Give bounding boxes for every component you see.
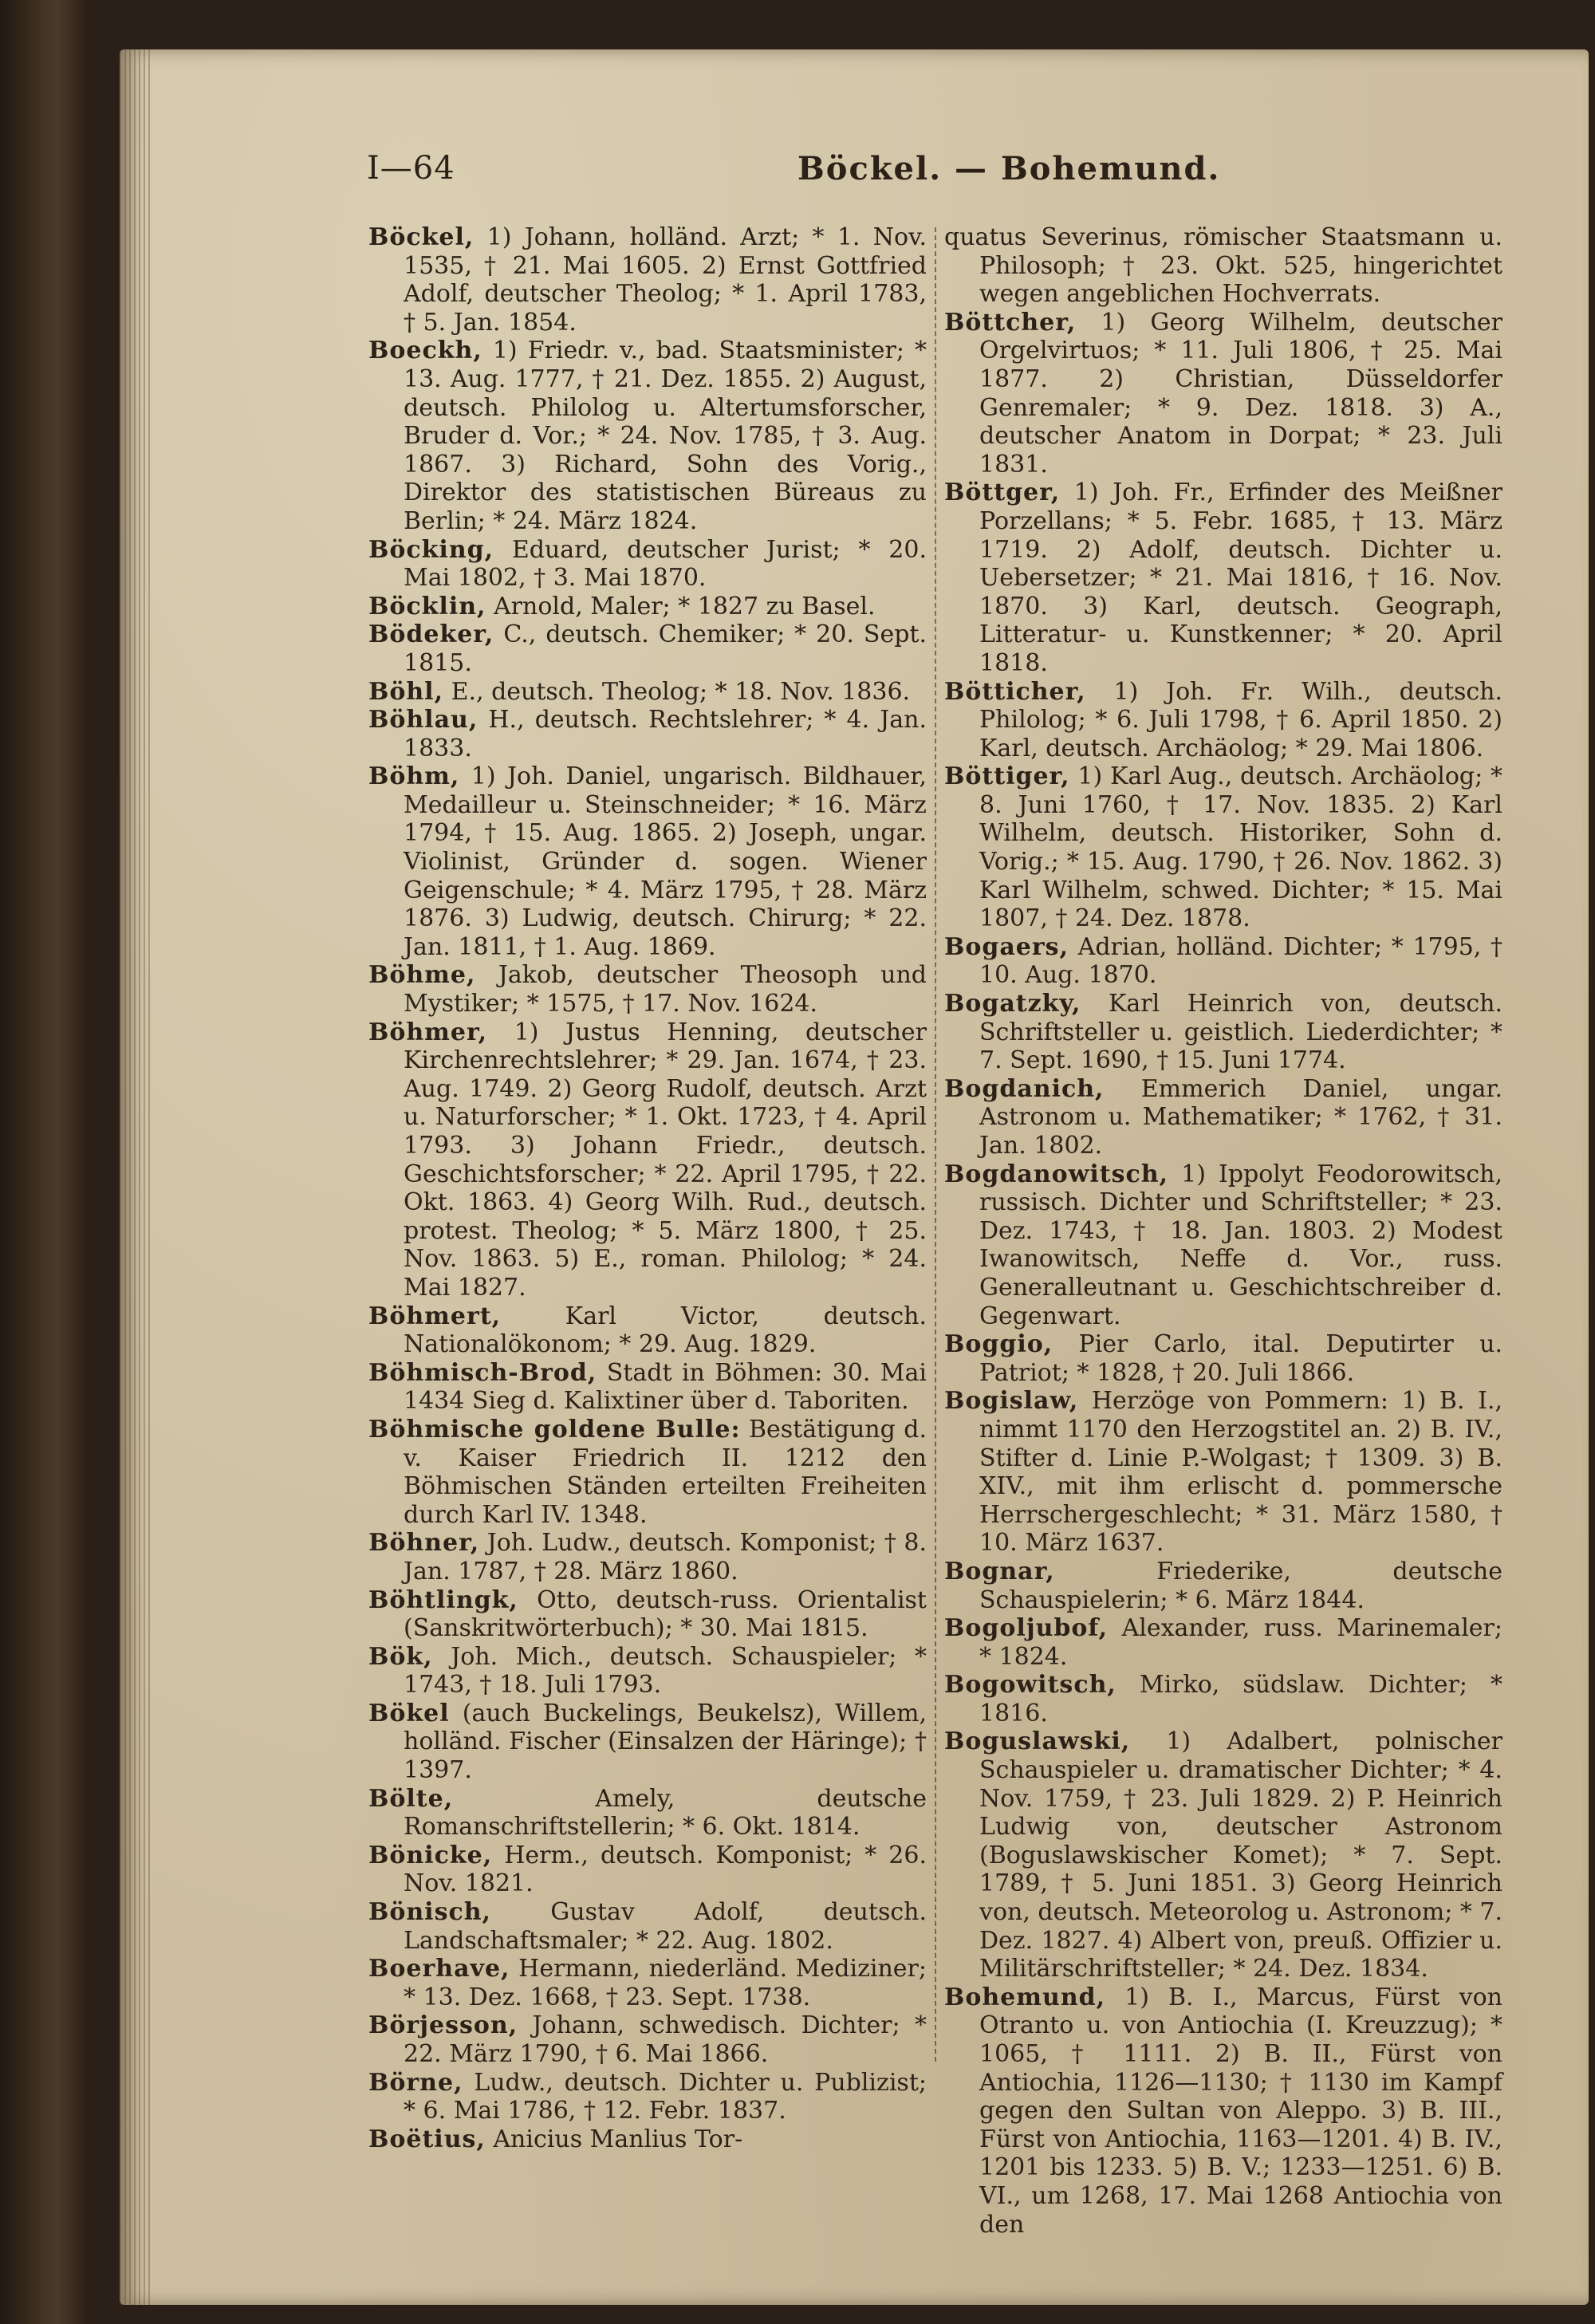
entry-headword: Böhm, <box>368 762 460 791</box>
right-column <box>944 223 1502 2239</box>
dictionary-entry <box>944 933 1502 990</box>
dictionary-entry <box>368 1700 927 1785</box>
entry-text: (auch Buckelings, Beukelsz), Willem, holländ. Fischer (Einsalzen der Häringe); † 1397. <box>404 1699 927 1785</box>
entry-text: H., deutsch. Rechtslehrer; * 4. Jan. 1833. <box>404 706 927 762</box>
entry-text: 1) Joh. Fr., Erfinder des Meißner Porzellans; * 5. Febr. 1685, † 13. März 1719. 2) Adolf, deutsch. Dichter u. Uebersetzer; * 21. Mai 1816, † 16. Nov. 1870. 3) Karl, deutsch. Geograph, Litteratur- u. Kunstkenner; * 20. April 1818. <box>979 479 1502 677</box>
entry-text: Ludw., deutsch. Dichter u. Publizist; * 6. Mai 1786, † 12. Febr. 1837. <box>404 2068 927 2125</box>
entry-text: Pier Carlo, ital. Deputirter u. Patriot; * 1828, † 20. Juli 1866. <box>979 1330 1502 1387</box>
dictionary-entry <box>368 1529 927 1585</box>
entry-headword: Böhl, <box>368 677 444 706</box>
entry-headword: Böcking, <box>368 535 494 564</box>
dictionary-entry <box>944 1075 1502 1160</box>
entry-headword: Böttiger, <box>944 762 1070 791</box>
entry-headword: Bödeker, <box>368 620 494 649</box>
dictionary-entry <box>368 706 927 762</box>
dictionary-entry <box>944 1160 1502 1331</box>
column-divider <box>935 227 936 2062</box>
dictionary-entry <box>368 1586 927 1643</box>
dictionary-entry <box>368 1643 927 1700</box>
entry-text: 1) Ippolyt Feodorowitsch, russisch. Dichter und Schriftsteller; * 23. Dez. 1743, † 18. Jan. 1803. 2) Modest Iwanowitsch, Neffe d. Vor., russ. Generalleutnant u. Geschichtschreiber d. Gegenwart. <box>979 1160 1502 1330</box>
dictionary-entry <box>368 961 927 1018</box>
dictionary-entry <box>944 1330 1502 1387</box>
entry-text: Stadt in Böhmen: 30. Mai 1434 Sieg d. Kalixtiner über d. Taboriten. <box>404 1358 927 1416</box>
dictionary-entry <box>944 678 1502 763</box>
entry-headword: Börjesson, <box>368 2011 518 2040</box>
entry-text: C., deutsch. Chemiker; * 20. Sept. 1815. <box>404 620 927 677</box>
dictionary-entry <box>368 337 927 535</box>
entry-headword: Bötticher, <box>944 677 1086 706</box>
dictionary-entry <box>368 2011 927 2068</box>
dictionary-entry <box>368 762 927 961</box>
entry-text: Karl Heinrich von, deutsch. Schriftsteller u. geistlich. Liederdichter; * 7. Sept. 1690, † 15. Juni 1774. <box>979 990 1502 1075</box>
entry-headword: Bökel <box>368 1699 450 1727</box>
entry-headword: Bogdanich, <box>944 1074 1105 1103</box>
dictionary-entry <box>368 2125 927 2154</box>
entry-headword: Böhmische goldene Bulle: <box>368 1415 741 1444</box>
dictionary-entry <box>944 479 1502 677</box>
entry-text: Adrian, holländ. Dichter; * 1795, † 10. Aug. 1870. <box>979 932 1502 990</box>
entry-text: quatus Severinus, römischer Staatsmann u. Philosoph; † 23. Okt. 525, hingerichtet wegen angeblichen Hochverrats. <box>944 223 1502 309</box>
entry-text: E., deutsch. Theolog; * 18. Nov. 1836. <box>443 677 911 706</box>
entry-text: Karl Victor, deutsch. Nationalökonom; * 29. Aug. 1829. <box>404 1302 927 1359</box>
entry-headword: Böhner, <box>368 1529 480 1558</box>
entry-headword: Bönicke, <box>368 1841 493 1869</box>
page-number: I—64 <box>367 150 455 187</box>
entry-text: Herm., deutsch. Komponist; * 26. Nov. 1821. <box>404 1841 927 1898</box>
entry-text: Joh. Ludw., deutsch. Komponist; † 8. Jan. 1787, † 28. März 1860. <box>404 1529 927 1585</box>
dictionary-entry <box>368 1955 927 2011</box>
entry-text: Arnold, Maler; * 1827 zu Basel. <box>486 592 876 620</box>
entry-headword: Boeckh, <box>368 337 482 365</box>
page-header <box>367 150 1499 198</box>
entry-headword: Böhlau, <box>368 706 478 735</box>
dictionary-entry <box>944 223 1502 309</box>
entry-headword: Böhme, <box>368 961 476 990</box>
entry-text: Mirko, südslaw. Dichter; * 1816. <box>979 1671 1502 1727</box>
entry-headword: Böhmer, <box>368 1018 488 1046</box>
entry-headword: Boguslawski, <box>944 1727 1131 1756</box>
dictionary-entry <box>368 678 927 707</box>
entry-headword: Bognar, <box>944 1557 1055 1585</box>
entry-text: Friederike, deutsche Schauspielerin; * 6. März 1844. <box>979 1557 1502 1614</box>
dictionary-entry <box>368 620 927 677</box>
dictionary-entry <box>944 990 1502 1075</box>
entry-text: Herzöge von Pommern: 1) B. I., nimmt 1170 den Herzogstitel an. 2) B. IV., Stifter d. Linie P.-Wolgast; † 1309. 3) B. XIV., mit ihm erlischt d. pommersche Herrschergeschlecht; * 31. März 1580, † 10. März 1637. <box>979 1387 1502 1558</box>
entry-headword: Bogdanowitsch, <box>944 1160 1169 1188</box>
entry-headword: Böcklin, <box>368 592 486 620</box>
entry-text: Jakob, deutscher Theosoph und Mystiker; * 1575, † 17. Nov. 1624. <box>404 961 927 1018</box>
dictionary-entry <box>368 1018 927 1302</box>
entry-headword: Böttcher, <box>944 308 1077 337</box>
dictionary-entry <box>944 1671 1502 1727</box>
dictionary-entry <box>368 1785 927 1841</box>
entry-headword: Bogaers, <box>944 932 1069 961</box>
dictionary-entry <box>368 1359 927 1416</box>
dictionary-entry <box>368 2069 927 2125</box>
dictionary-entry <box>944 1387 1502 1558</box>
entry-text: Bestätigung d. v. Kaiser Friedrich II. 1212 den Böhmischen Ständen erteilten Freiheiten durch Karl IV. 1348. <box>404 1415 927 1529</box>
entry-text: 1) Georg Wilhelm, deutscher Orgelvirtuos; * 11. Juli 1806, † 25. Mai 1877. 2) Christian, Düsseldorfer Genremaler; * 9. Dez. 1818. 3) A., deutscher Anatom in Dorpat; * 23. Juli 1831. <box>979 308 1502 479</box>
running-head: Böckel. — Bohemund. <box>798 150 1221 187</box>
page-edge-shadow <box>120 49 152 2305</box>
entry-text: 1) Karl Aug., deutsch. Archäolog; * 8. Juni 1760, † 17. Nov. 1835. 2) Karl Wilhelm, deutsch. Historiker, Sohn d. Vorig.; * 15. Aug. 1790, † 26. Nov. 1862. 3) Karl Wilhelm, schwed. Dichter; * 15. Mai 1807, † 24. Dez. 1878. <box>979 762 1502 933</box>
dictionary-entry <box>368 593 927 621</box>
entry-headword: Boëtius, <box>368 2125 486 2153</box>
dictionary-entry <box>368 1302 927 1359</box>
dictionary-entry <box>368 223 927 337</box>
entry-headword: Böhmert, <box>368 1302 502 1330</box>
entry-text: Hermann, niederländ. Mediziner; * 13. Dez. 1668, † 23. Sept. 1738. <box>404 1955 927 2011</box>
entry-headword: Böttger, <box>944 479 1061 507</box>
entry-text: Otto, deutsch-russ. Orientalist (Sanskritwörterbuch); * 30. Mai 1815. <box>404 1585 927 1643</box>
entry-headword: Bogoljubof, <box>944 1614 1109 1643</box>
dictionary-entry <box>944 309 1502 479</box>
entry-text: 1) Johann, holländ. Arzt; * 1. Nov. 1535, † 21. Mai 1605. 2) Ernst Gottfried Adolf, deutscher Theolog; * 1. April 1783, † 5. Jan. 1854. <box>404 223 927 337</box>
entry-text: Johann, schwedisch. Dichter; * 22. März 1790, † 6. Mai 1866. <box>404 2011 927 2068</box>
entry-headword: Bogislaw, <box>944 1387 1079 1416</box>
entry-text: Alexander, russ. Marinemaler; * 1824. <box>979 1614 1502 1671</box>
dictionary-entry <box>944 1983 1502 2239</box>
entry-headword: Bogowitsch, <box>944 1671 1116 1700</box>
entry-headword: Bölte, <box>368 1784 454 1813</box>
entry-text: Emmerich Daniel, ungar. Astronom u. Mathematiker; * 1762, † 31. Jan. 1802. <box>979 1074 1502 1160</box>
entry-text: 1) Justus Henning, deutscher Kirchenrechtslehrer; * 29. Jan. 1674, † 23. Aug. 1749. 2) Georg Rudolf, deutsch. Arzt u. Naturforscher; * 1. Okt. 1723, † 4. April 1793. 3) Johann Friedr., deutsch. Geschichtsforscher; * 22. April 1795, † 22. Okt. 1863. 4) Georg Wilh. Rud., deutsch. protest. Theolog; * 5. März 1800, † 25. Nov. 1863. 5) E., roman. Philolog; * 24. Mai 1827. <box>404 1018 927 1302</box>
entry-headword: Boggio, <box>944 1330 1053 1359</box>
dictionary-entry <box>368 1898 927 1955</box>
dictionary-entry <box>944 762 1502 933</box>
entry-text: Eduard, deutscher Jurist; * 20. Mai 1802, † 3. Mai 1870. <box>404 535 927 593</box>
entry-text: 1) Joh. Daniel, ungarisch. Bildhauer, Medailleur u. Steinschneider; * 16. März 1794, † 15. Aug. 1865. 2) Joseph, ungar. Violinist, Gründer d. sogen. Wiener Geigenschule; * 4. März 1795, † 28. März 1876. 3) Ludwig, deutsch. Chirurg; * 22. Jan. 1811, † 1. Aug. 1869. <box>404 762 927 961</box>
entry-text: 1) Joh. Fr. Wilh., deutsch. Philolog; * 6. Juli 1798, † 6. April 1850. 2) Karl, deutsch. Archäolog; * 29. Mai 1806. <box>979 677 1502 762</box>
dictionary-entry <box>944 1727 1502 1983</box>
entry-headword: Bönisch, <box>368 1898 491 1927</box>
dictionary-entry <box>368 1841 927 1898</box>
entry-headword: Böckel, <box>368 223 475 251</box>
entry-text: 1) Adalbert, polnischer Schauspieler u. dramatischer Dichter; * 4. Nov. 1759, † 23. Juli 1829. 2) P. Heinrich Ludwig von, deutscher Astronom (Boguslawskischer Komet); * 7. Sept. 1789, † 5. Juni 1851. 3) Georg Heinrich von, deutsch. Meteorolog u. Astronom; * 7. Dez. 1827. 4) Albert von, preuß. Offizier u. Militärschriftsteller; * 24. Dez. 1834. <box>979 1727 1503 1983</box>
entry-headword: Bogatzky, <box>944 990 1081 1018</box>
entry-text: Anicius Manlius Tor- <box>485 2125 743 2153</box>
entry-text: Amely, deutsche Romanschriftstellerin; * 6. Okt. 1814. <box>404 1784 927 1841</box>
entry-headword: Böhtlingk, <box>368 1585 518 1614</box>
entry-text: 1) Friedr. v., bad. Staatsminister; * 13. Aug. 1777, † 21. Dez. 1855. 2) August, deutsch. Philolog u. Altertumsforscher, Bruder d. Vor.; * 24. Nov. 1785, † 3. Aug. 1867. 3) Richard, Sohn des Vorig., Direktor des statistischen Büreaus zu Berlin; * 24. März 1824. <box>404 337 927 535</box>
entry-headword: Boerhave, <box>368 1955 510 1983</box>
entry-headword: Bohemund, <box>944 1983 1106 2011</box>
entry-headword: Börne, <box>368 2068 463 2097</box>
dictionary-entry <box>368 536 927 593</box>
dictionary-entry <box>944 1614 1502 1671</box>
entry-text: 1) B. I., Marcus, Fürst von Otranto u. von Antiochia (I. Kreuzzug); * 1065, † 1111. 2) B. II., Fürst von Antiochia, 1126—1130; † 1130 im Kampf gegen den Sultan von Aleppo. 3) B. III., Fürst von Antiochia, 1163—1201. 4) B. IV., 1201 bis 1233. 5) B. V.; 1233—1251. 6) B. VI., um 1268, 17. Mai 1268 Antiochia von den <box>979 1983 1502 2239</box>
entry-text: Gustav Adolf, deutsch. Landschaftsmaler; * 22. Aug. 1802. <box>404 1898 927 1955</box>
dictionary-entry <box>944 1558 1502 1614</box>
entry-headword: Bök, <box>368 1642 433 1671</box>
dictionary-entry <box>368 1416 927 1529</box>
entry-text: Joh. Mich., deutsch. Schauspieler; * 1743, † 18. Juli 1793. <box>404 1642 927 1700</box>
entry-headword: Böhmisch-Brod, <box>368 1358 597 1387</box>
left-column <box>368 223 927 2153</box>
